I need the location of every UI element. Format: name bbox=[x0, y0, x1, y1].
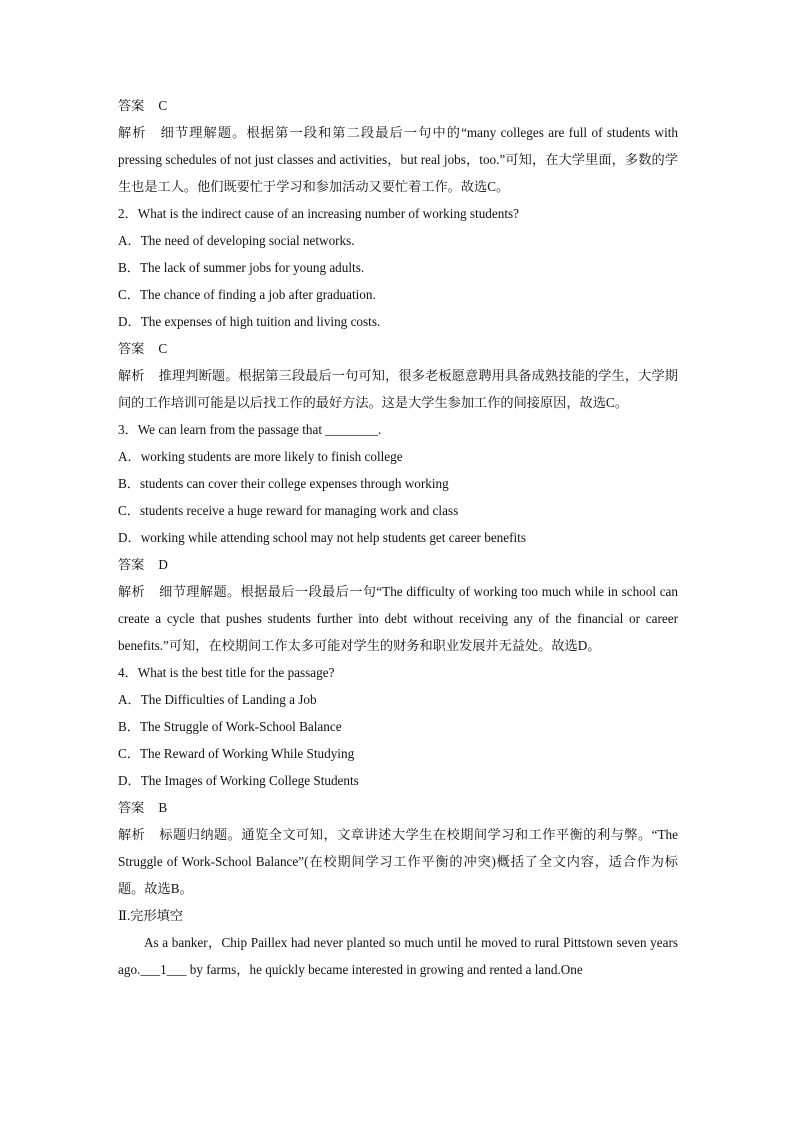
question-stem: 2．What is the indirect cause of an increasing number of working students? bbox=[118, 206, 520, 221]
analysis-block bbox=[118, 821, 678, 902]
option-b: B．The lack of summer jobs for young adults. bbox=[118, 260, 365, 275]
analysis-label: 解析 bbox=[118, 827, 146, 842]
option-d: D．working while attending school may not help students get career benefits bbox=[118, 530, 526, 545]
analysis-text: 标题归纳题。通览全文可知，文章讲述大学生在校期间学习和工作平衡的利与弊。“The Struggle of Work-School Balance”(在校期间学习工作平衡的冲突)概括了全文内容，适合作为标题。故选B。 bbox=[118, 827, 679, 896]
option-c: C．The chance of finding a job after graduation. bbox=[118, 287, 376, 302]
cloze-text: As a banker，Chip Paillex had never planted so much until he moved to rural Pittstown seven years ago. bbox=[118, 935, 678, 977]
answer-line bbox=[118, 794, 678, 821]
document-page bbox=[118, 92, 678, 983]
option-a: A．working students are more likely to finish college bbox=[118, 449, 403, 464]
analysis-block bbox=[118, 119, 678, 200]
analysis-text: 推理判断题。根据第三段最后一句可知，很多老板愿意聘用具备成熟技能的学生，大学期间的工作培训可能是以后找工作的最好方法。这是大学生参加工作的间接原因，故选C。 bbox=[118, 368, 678, 410]
answer-label: 答案 bbox=[118, 557, 145, 572]
option-a: A．The need of developing social networks. bbox=[118, 233, 355, 248]
option-c: C．The Reward of Working While Studying bbox=[118, 746, 355, 761]
cloze-blank: ___1___ bbox=[140, 962, 187, 977]
analysis-text: 细节理解题。根据第一段和第二段最后一句中的“many colleges are full of students with pressing schedules of not just classes and activities，but real jobs，too.”可知，在大学里面，多数的学生也是工人。他们既要忙于学习和参加活动又要忙着工作。故选C。 bbox=[118, 125, 678, 194]
answer-label: 答案 bbox=[118, 341, 145, 356]
answer-label: 答案 bbox=[118, 98, 145, 113]
analysis-label: 解析 bbox=[118, 125, 147, 140]
option-b: B．The Struggle of Work-School Balance bbox=[118, 719, 342, 734]
analysis-block bbox=[118, 578, 678, 659]
answer-line bbox=[118, 92, 678, 119]
option-a: A．The Difficulties of Landing a Job bbox=[118, 692, 317, 707]
answer-value: B bbox=[158, 800, 168, 815]
stem-blank: ________ bbox=[325, 422, 379, 437]
analysis-label: 解析 bbox=[118, 368, 145, 383]
cloze-paragraph bbox=[118, 929, 678, 983]
option-c: C．students receive a huge reward for managing work and class bbox=[118, 503, 459, 518]
question-stem bbox=[118, 416, 678, 443]
question-stem: 4．What is the best title for the passage? bbox=[118, 665, 335, 680]
answer-value: C bbox=[158, 341, 168, 356]
answer-value: C bbox=[158, 98, 168, 113]
answer-label: 答案 bbox=[118, 800, 145, 815]
option-b: B．students can cover their college expenses through working bbox=[118, 476, 449, 491]
stem-text: 3．We can learn from the passage that bbox=[118, 422, 322, 437]
cloze-text: by farms，he quickly became interested in growing and rented a land.One bbox=[186, 962, 583, 977]
analysis-label: 解析 bbox=[118, 584, 146, 599]
answer-line bbox=[118, 551, 678, 578]
option-d: D．The expenses of high tuition and living costs. bbox=[118, 314, 381, 329]
option-d: D．The Images of Working College Students bbox=[118, 773, 359, 788]
answer-line bbox=[118, 335, 678, 362]
answer-value: D bbox=[158, 557, 168, 572]
section-heading: Ⅱ.完形填空 bbox=[118, 908, 184, 923]
analysis-block bbox=[118, 362, 678, 416]
stem-end: . bbox=[378, 422, 382, 437]
analysis-text: 细节理解题。根据最后一段最后一句“The difficulty of working too much while in school can create a cycle that pushes students further into debt without receiving any of the financial or career benefits.”可知，在校期间工作太多可能对学生的财务和职业发展并无益处。故选D。 bbox=[118, 584, 678, 653]
